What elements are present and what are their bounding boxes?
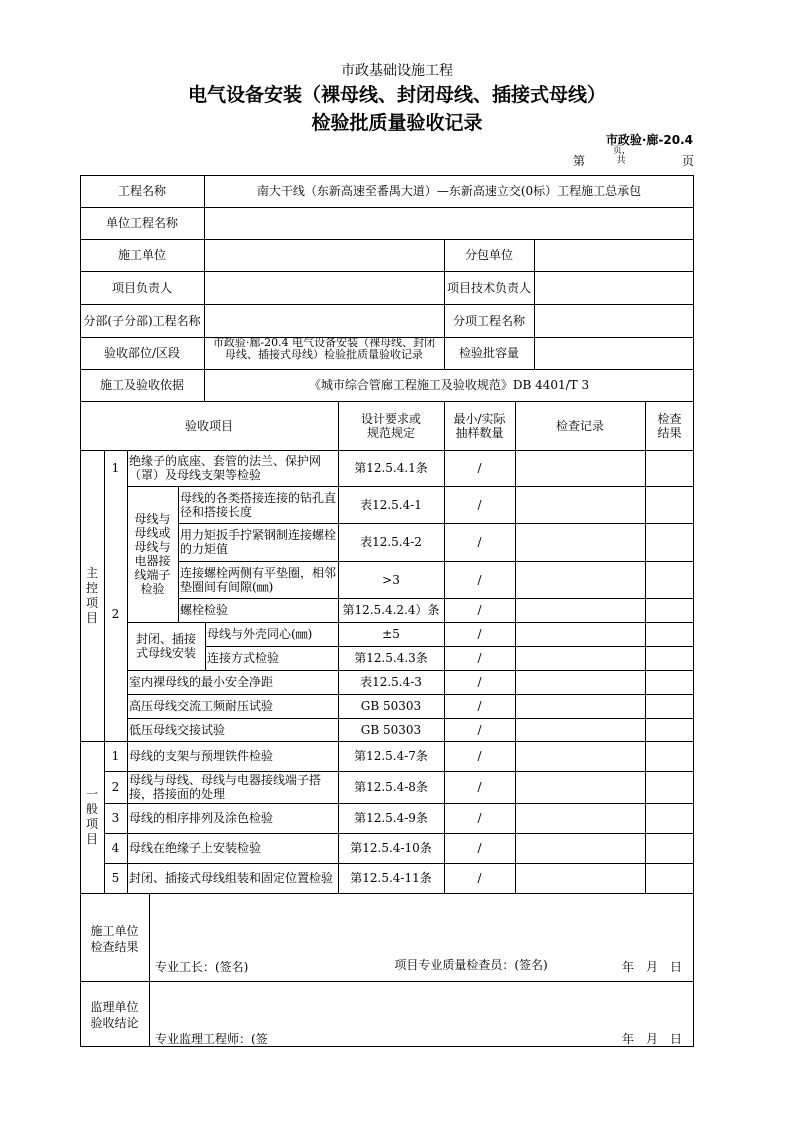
general-3-number: 3: [111, 811, 120, 825]
s1-row-2-spec: 表12.5.4-2: [360, 535, 422, 549]
row-b-spec: GB 50303: [360, 699, 422, 713]
quality-inspector-signature: 项目专业质量检查员：(签名): [394, 958, 548, 972]
row-a-sample: /: [477, 675, 482, 689]
item-1-number: 1: [111, 461, 120, 475]
s1-row-3-sample: /: [477, 572, 482, 587]
general-1-text: 母线的支架与预埋铁件检验: [129, 749, 274, 763]
s2-row-1-spec: ±5: [382, 627, 400, 641]
basis-value: 《城市综合管廊工程施工及验收规范》DB 4401/T 3: [308, 378, 590, 392]
row-c-text: 低压母线交接试验: [129, 722, 226, 737]
division-label: 分部(子分部)工程名称: [83, 313, 201, 328]
s2-row-2-text: 连接方式检验: [207, 651, 280, 665]
basis-label: 施工及验收依据: [99, 378, 184, 392]
general-1-spec: 第12.5.4-7条: [354, 749, 428, 763]
supervision-date: 年 月 日: [621, 1032, 682, 1046]
s2-row-2-sample: /: [477, 651, 482, 665]
general-4-number: 4: [111, 841, 120, 855]
s1-row-4-text: 螺栓检验: [180, 603, 229, 617]
general-4-text: 母线在绝缘子上安装检验: [129, 841, 262, 855]
s1-row-1-sample: /: [477, 497, 482, 512]
page-label-middle: 页，共: [613, 146, 632, 166]
project-name-value: 南大干线（东新高速至番禺大道）—东新高速立交(0标）工程施工总承包: [256, 184, 642, 198]
general-2-text: 母线与母线、母线与电器接线端子搭接，搭接面的处理: [129, 773, 322, 801]
sub-group-2-label: 封闭、插接式母线安装: [135, 632, 196, 660]
item-1-text: 绝缘子的底座、套管的法兰、保护网（罩）及母线支架等检验: [129, 454, 322, 482]
supervisor-signature: 专业监理工程师：(签: [155, 1032, 268, 1046]
s1-row-3-spec: >3: [382, 572, 400, 587]
sub-unit-label: 分包单位: [464, 248, 513, 262]
s2-row-1-text: 母线与外壳同心(㎜): [207, 627, 313, 641]
row-a-spec: 表12.5.4-3: [360, 675, 422, 689]
s2-row-2-spec: 第12.5.4.3条: [354, 651, 428, 665]
header-design: 设计要求或规范规定: [360, 411, 421, 440]
general-4-spec: 第12.5.4-10条: [350, 841, 432, 855]
page-label-prefix: 第: [573, 154, 586, 168]
document-title: 电气设备安装（裸母线、封闭母线、插接式母线）: [187, 84, 606, 106]
header-sample: 最小/实际抽样数量: [453, 411, 506, 440]
general-5-number: 5: [111, 871, 120, 885]
s1-row-2-text: 用力矩扳手拧紧钢制连接螺栓的力矩值: [180, 528, 337, 556]
s2-row-1-sample: /: [477, 627, 482, 641]
item-2-number: 2: [111, 606, 120, 621]
row-a-text: 室内裸母线的最小安全净距: [129, 675, 274, 689]
general-1-sample: /: [477, 749, 482, 763]
document-title-line-2: 检验批质量验收记录: [311, 112, 483, 134]
general-3-text: 母线的相序排列及涂色检验: [129, 811, 274, 825]
project-name-label: 工程名称: [117, 184, 166, 198]
tech-manager-label: 项目技术负责人: [446, 280, 531, 295]
capacity-label: 检验批容量: [458, 346, 519, 360]
sub-group-1-label: 母线与母线或母线与电器接线端子检验: [134, 512, 171, 596]
main-control-group-label: 主控项目: [85, 565, 98, 625]
general-2-spec: 第12.5.4-8条: [354, 780, 428, 794]
s1-row-2-sample: /: [477, 535, 482, 549]
page-label-suffix: 页: [682, 154, 695, 168]
construction-unit-label: 施工单位: [117, 248, 166, 262]
general-2-sample: /: [477, 780, 482, 794]
foreman-signature: 专业工长：(签名): [155, 960, 249, 974]
location-value: 市政验·廊-20.4 电气设备安装（裸母线、封闭母线、插接式母线）检验批质量验收记录: [212, 337, 436, 361]
s1-row-1-text: 母线的各类搭接连接的钻孔直径和搭接长度: [180, 490, 337, 519]
row-b-text: 高压母线交流工频耐压试验: [129, 699, 274, 713]
row-c-spec: GB 50303: [360, 722, 422, 737]
item-1-spec: 第12.5.4.1条: [354, 461, 428, 475]
header-record: 检查记录: [555, 418, 604, 433]
supervision-conclusion-label: 监理单位验收结论: [90, 1000, 139, 1030]
general-5-spec: 第12.5.4-11条: [350, 871, 432, 885]
subitem-label: 分项工程名称: [452, 313, 525, 328]
s1-row-3-text: 连接螺栓两侧有平垫圈，相邻垫圈间有间隙(㎜): [180, 565, 337, 594]
general-3-spec: 第12.5.4-9条: [354, 811, 428, 825]
construction-result-label: 施工单位检查结果: [90, 924, 139, 954]
s1-row-4-sample: /: [477, 603, 482, 617]
row-b-sample: /: [477, 699, 482, 713]
project-manager-label: 项目负责人: [111, 280, 172, 295]
general-1-number: 1: [111, 749, 120, 763]
location-label: 验收部位/区段: [103, 346, 181, 360]
general-3-sample: /: [477, 811, 482, 825]
unit-project-label: 单位工程名称: [105, 216, 178, 230]
item-1-sample: /: [477, 461, 482, 475]
form-code: 市政验·廊-20.4: [605, 133, 693, 147]
header-result: 检查结果: [657, 411, 682, 440]
general-5-text: 封闭、插接式母线组装和固定位置检验: [129, 871, 334, 885]
s1-row-4-spec: 第12.5.4.2.4）条: [342, 603, 440, 617]
construction-date: 年 月 日: [621, 960, 682, 974]
row-c-sample: /: [477, 722, 482, 737]
general-2-number: 2: [111, 780, 120, 794]
general-group-label: 一般项目: [85, 787, 98, 846]
general-4-sample: /: [477, 841, 482, 855]
document-subtitle: 市政基础设施工程: [341, 63, 453, 79]
header-item: 验收项目: [184, 418, 233, 433]
s1-row-1-spec: 表12.5.4-1: [360, 497, 422, 512]
general-5-sample: /: [477, 871, 482, 885]
